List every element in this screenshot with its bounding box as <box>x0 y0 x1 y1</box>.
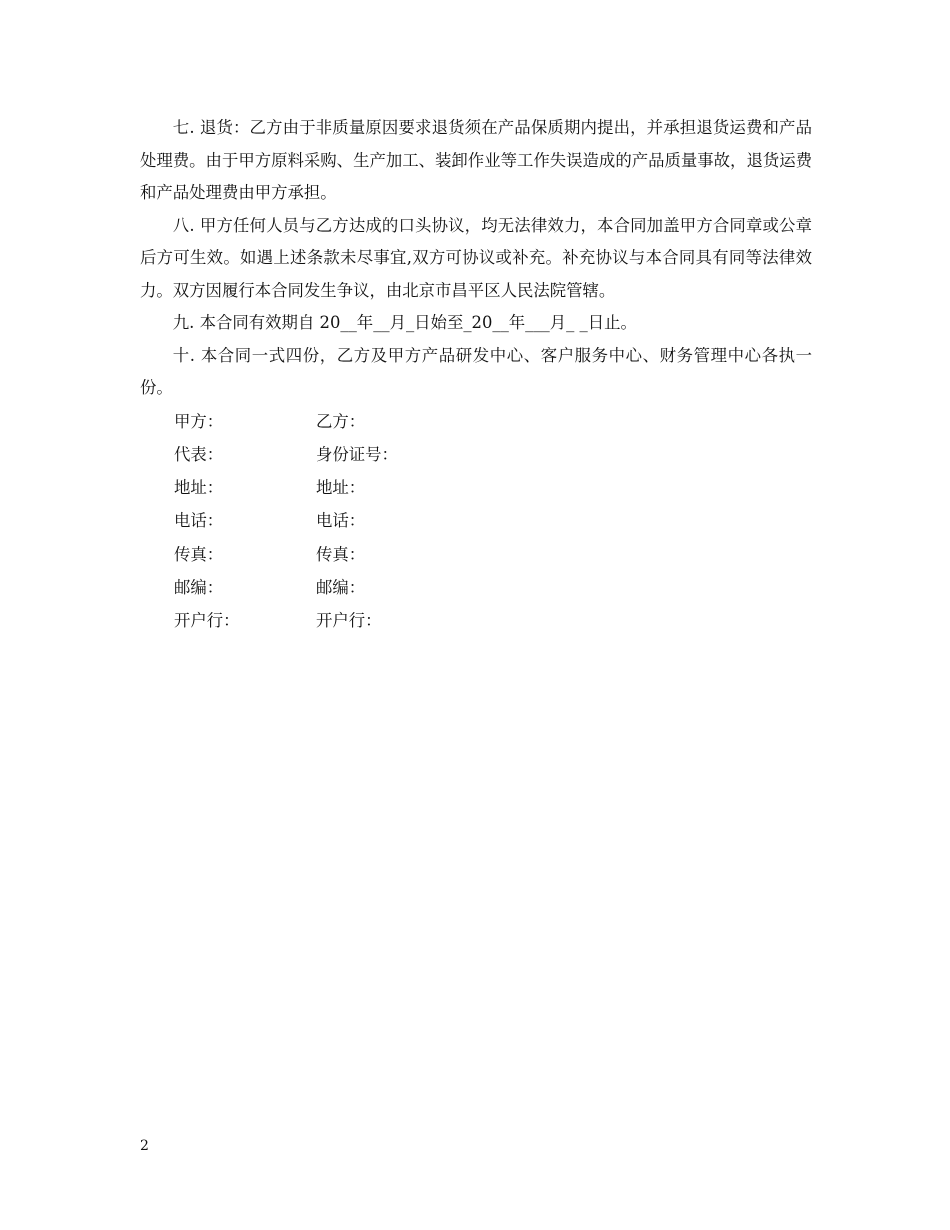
clause-nine: 九. 本合同有效期自 20__年__月_日始至_20__年___月_ _日止。 <box>172 313 637 332</box>
signature-row-bank <box>140 604 812 637</box>
party-a-fax-label: 传真： <box>174 544 224 564</box>
signature-row-postcode <box>140 571 812 604</box>
party-a-representative-label: 代表： <box>174 444 224 464</box>
party-a-bank-label: 开户行： <box>174 611 240 631</box>
party-b-bank-label: 开户行： <box>316 611 382 631</box>
signature-row-party <box>140 405 812 438</box>
party-b-fax-label: 传真： <box>316 544 366 564</box>
signature-row-address <box>140 471 812 504</box>
document-body <box>140 112 812 638</box>
party-b-postcode-label: 邮编： <box>316 577 366 597</box>
page-number: 2 <box>140 1138 149 1154</box>
clause-ten: 十. 本合同一式四份，乙方及甲方产品研发中心、客户服务中心、财务管理中心各执一份。 <box>140 345 812 397</box>
signature-row-representative <box>140 438 812 471</box>
signature-row-fax <box>140 538 812 571</box>
party-a-postcode-label: 邮编： <box>174 577 224 597</box>
signature-block <box>140 405 812 638</box>
party-b-id-number-label: 身份证号： <box>316 444 398 464</box>
clause-seven: 七. 退货：乙方由于非质量原因要求退货须在产品保质期内提出，并承担退货运费和产品处理费。由于甲方原料采购、生产加工、装卸作业等工作失误造成的产品质量事故，退货运费和产品处理费由甲方承担。 <box>140 118 813 202</box>
party-b-label: 乙方： <box>316 411 366 431</box>
party-b-address-label: 地址： <box>316 478 366 498</box>
signature-row-phone <box>140 504 812 537</box>
clause-eight: 八. 甲方任何人员与乙方达成的口头协议，均无法律效力，本合同加盖甲方合同章或公章后方可生效。如遇上述条款未尽事宜,双方可协议或补充。补充协议与本合同具有同等法律效力。双方因履行本合同发生争议，由北京市昌平区人民法院管辖。 <box>140 215 812 300</box>
party-a-label: 甲方： <box>174 411 224 431</box>
party-a-phone-label: 电话： <box>174 511 224 531</box>
party-b-phone-label: 电话： <box>316 511 366 531</box>
party-a-address-label: 地址： <box>174 478 224 498</box>
